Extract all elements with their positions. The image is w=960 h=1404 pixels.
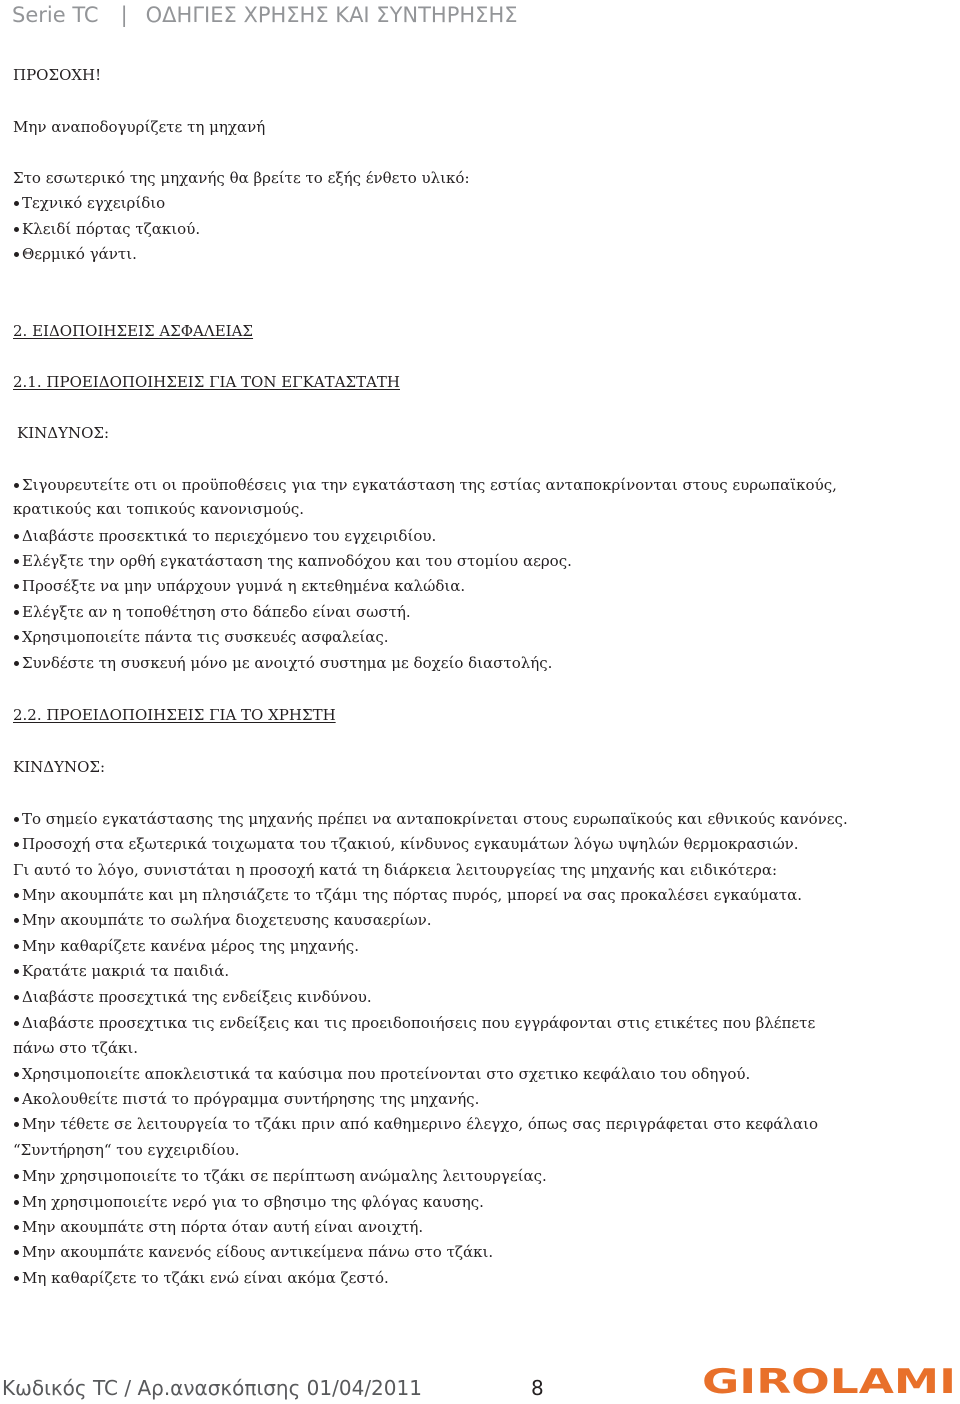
list-item: Μην ακουμπάτε και μη πλησιάζετε το τζάμι της πόρτας πυρός, μπορεί να σας προκαλέσει εγκαύματα.: [14, 885, 802, 905]
list-item: Θερμικό γάντι.: [14, 244, 137, 264]
list-item: Συνδέστε τη συσκευή μόνο με ανοιχτό συστημα με δοχείο διαστολής.: [14, 653, 552, 673]
list-item: Μην χρησιμοποιείτε το τζάκι σε περίπτωση ανώμαλης λειτουργείας.: [14, 1166, 547, 1186]
list-item: Μην τέθετε σε λειτουργεία το τζάκι πριν από καθημερινο έλεγχο, όπως σας περιγράφεται στο κεφάλαιο: [14, 1114, 818, 1134]
page-number: 8: [531, 1376, 544, 1400]
list-item: Ακολουθείτε πιστά το πρόγραμμα συντήρησης της μηχανής.: [14, 1089, 479, 1109]
warning-line: Μην αναποδογυρίζετε τη μηχανή: [13, 118, 266, 136]
section-heading: 2. ΕΙΔΟΠΟΙΗΣΕΙΣ ΑΣΦΑΛΕΙΑΣ: [13, 322, 254, 340]
list-item: Ελέγξτε την ορθή εγκατάσταση της καπνοδόχου και του στομίου αερος.: [14, 551, 572, 571]
document-title: ΟΔΗΓΙΕΣ ΧΡΗΣΗΣ ΚΑΙ ΣΥΝΤΗΡΗΣΗΣ: [145, 3, 518, 27]
list-item-continuation: “Συντήρηση“ του εγχειριδίου.: [13, 1141, 240, 1159]
list-item: Μην ακουμπάτε το σωλήνα διοχετευσης καυσαερίων.: [14, 910, 432, 930]
header-separator: |: [120, 3, 128, 27]
series-label: Serie TC: [12, 3, 99, 27]
list-item: Διαβάστε προσεχτικά της ενδείξεις κινδύνου.: [14, 987, 372, 1007]
danger-label: ΚΙΝΔΥΝΟΣ:: [13, 758, 106, 776]
danger-label: ΚΙΝΔΥΝΟΣ:: [17, 424, 110, 442]
list-item: Κρατάτε μακριά τα παιδιά.: [14, 961, 229, 981]
list-item: Κλειδί πόρτας τζακιού.: [14, 219, 200, 239]
list-item: Μη καθαρίζετε το τζάκι ενώ είναι ακόμα ζεστό.: [14, 1268, 389, 1288]
list-item: Χρησιμοποιείτε πάντα τις συσκευές ασφαλείας.: [14, 627, 389, 647]
note-text: Γι αυτό το λόγο, συνιστάται η προσοχή κατά τη διάρκεια λειτουργείας της μηχανής και ειδικότερα:: [13, 861, 778, 879]
girolami-logo: [700, 1364, 958, 1398]
list-item: Σιγουρευτείτε οτι οι προϋποθέσεις για την εγκατάσταση της εστίας ανταποκρίνονται στους ευρωπαϊκούς,: [14, 475, 837, 495]
list-item: Μην ακουμπάτε κανενός είδους αντικείμενα πάνω στο τζάκι.: [14, 1242, 493, 1262]
list-item: Διαβάστε προσεκτικά το περιεχόμενο του εγχειριδίου.: [14, 526, 436, 546]
svg-text:GIROLAMI: GIROLAMI: [702, 1364, 956, 1398]
list-item: Ελέγξτε αν η τοποθέτηση στο δάπεδο είναι σωστή.: [14, 602, 411, 622]
list-item: Μην καθαρίζετε κανένα μέρος της μηχανής.: [14, 936, 359, 956]
document-code: Κωδικός TC / Αρ.ανασκόπισης 01/04/2011: [2, 1376, 422, 1400]
list-item-continuation: πάνω στο τζάκι.: [13, 1039, 139, 1057]
list-item: Τεχνικό εγχειρίδιο: [14, 193, 165, 213]
subsection-heading: 2.1. ΠΡΟΕΙΔΟΠΟΙΗΣΕΙΣ ΓΙΑ ΤΟΝ ΕΓΚΑΤΑΣΤΑΤΗ: [13, 373, 400, 391]
list-item: Το σημείο εγκατάστασης της μηχανής πρέπει να ανταποκρίνεται στους ευρωπαϊκούς και εθνικούς κανόνες.: [14, 809, 848, 829]
page-header: [12, 0, 518, 30]
list-item: Διαβάστε προσεχτικα τις ενδείξεις και τις προειδοποιήσεις που εγγράφονται στις ετικέτες που βλέπετε: [14, 1013, 815, 1033]
list-item: Χρησιμοποιείτε αποκλειστικά τα καύσιμα που προτείνονται στο σχετικο κεφάλαιο του οδηγού.: [14, 1064, 750, 1084]
list-item-continuation: κρατικούς και τοπικούς κανονισμούς.: [13, 500, 305, 518]
subsection-heading: 2.2. ΠΡΟΕΙΔΟΠΟΙΗΣΕΙΣ ΓΙΑ ΤΟ ΧΡΗΣΤΗ: [13, 706, 336, 724]
list-item: Μη χρησιμοποιείτε νερό για το σβησιμο της φλόγας καυσης.: [14, 1192, 484, 1212]
list-item: Προσοχή στα εξωτερικά τοιχωματα του τζακιού, κίνδυνος εγκαυμάτων λόγω υψηλών θερμοκρασιών.: [14, 834, 799, 854]
attention-label: ΠΡΟΣΟΧΗ!: [13, 66, 102, 84]
contents-intro: Στο εσωτερικό της μηχανής θα βρείτε το εξής ένθετο υλικό:: [13, 169, 470, 187]
list-item: Μην ακουμπάτε στη πόρτα όταν αυτή είναι ανοιχτή.: [14, 1217, 423, 1237]
list-item: Προσέξτε να μην υπάρχουν γυμνά η εκτεθημένα καλώδια.: [14, 576, 465, 596]
